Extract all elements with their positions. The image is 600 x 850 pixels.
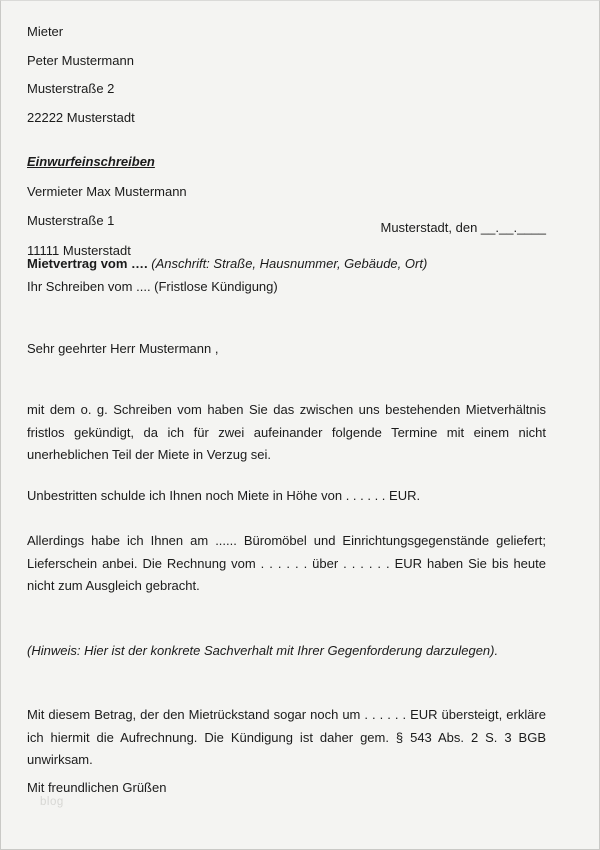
paragraph-offset-declaration: Mit diesem Betrag, der den Mietrückstand sogar noch um . . . . . . EUR übersteigt, erkläre ich hiermit die Aufrechnung. Die Kündigung ist daher gem. § 543 Abs. 2 S. 3 BGB unwirksam.: [27, 707, 546, 767]
sender-city: 22222 Musterstadt: [27, 110, 135, 126]
subject-line-reference: Ihr Schreiben vom .... (Fristlose Kündigung): [27, 279, 278, 294]
paragraph-counterclaim-delivery: Allerdings habe ich Ihnen am ...... Büromöbel und Einrichtungsgegenstände geliefert; Lieferschein anbei. Die Rechnung vom . . . . . . über . . . . . . EUR haben Sie bis heute nicht zum Ausgleich gebracht.: [27, 533, 546, 593]
sender-street: Musterstraße 2: [27, 81, 115, 97]
place-and-date-line: Musterstadt, den __.__.____: [380, 220, 546, 235]
delivery-method-label: Einwurfeinschreiben: [27, 154, 155, 170]
paragraph-termination-summary: mit dem o. g. Schreiben vom haben Sie das zwischen uns bestehenden Mietverhältnis fristlos gekündigt, da ich für zwei aufeinander folgende Termine mit einem nicht unerheblichen Teil der Miete in Verzug sei.: [27, 402, 546, 462]
salutation: Sehr geehrter Herr Mustermann ,: [27, 341, 219, 356]
recipient-name: Vermieter Max Mustermann: [27, 183, 187, 199]
sender-name: Peter Mustermann: [27, 52, 134, 68]
subject-address-hint: (Anschrift: Straße, Hausnummer, Gebäude, Ort): [151, 256, 428, 271]
recipient-city: 11111 Musterstadt: [27, 242, 131, 258]
paragraph-rent-owed: Unbestritten schulde ich Ihnen noch Miete in Höhe von . . . . . . EUR.: [27, 488, 421, 503]
recipient-street: Musterstraße 1: [27, 213, 115, 229]
sender-role: Mieter: [27, 24, 64, 40]
subject-line-contract: [27, 257, 546, 272]
closing-greeting: Mit freundlichen Grüßen: [27, 780, 167, 795]
sender-address-block: [27, 11, 546, 140]
recipient-address-block: [27, 140, 546, 272]
blog-watermark: blog: [40, 796, 64, 808]
subject-contract-label: Mietvertrag vom ….: [27, 256, 148, 271]
paragraph-hint-note: (Hinweis: Hier ist der konkrete Sachverhalt mit Ihrer Gegenforderung darzulegen).: [27, 643, 499, 658]
